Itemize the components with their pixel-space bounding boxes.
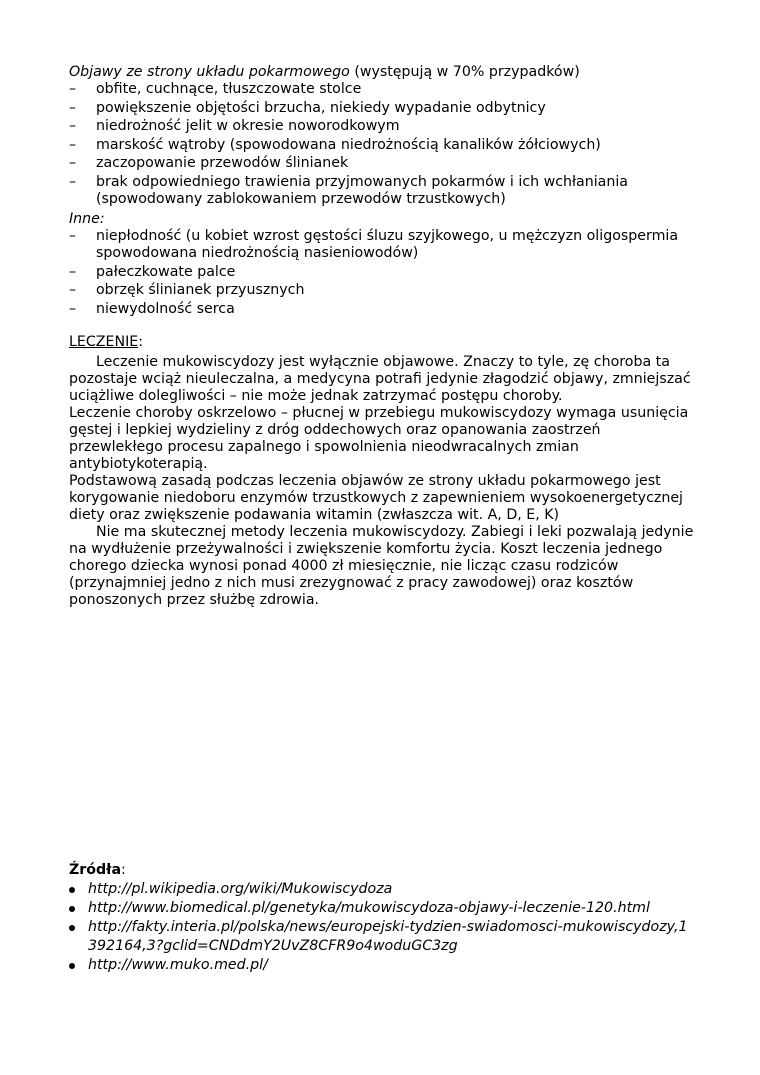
source-item <box>69 880 689 899</box>
list-item <box>69 81 709 98</box>
sources-heading <box>69 861 689 880</box>
dash-icon: – <box>69 282 77 298</box>
symptoms-digestive-title <box>69 64 709 81</box>
treatment-heading <box>69 334 694 351</box>
list-item-text: powiększenie objętości brzucha, niekiedy wypadanie odbytnicy <box>96 99 546 116</box>
bullet-icon <box>69 963 75 969</box>
list-item <box>69 118 709 135</box>
dash-icon: – <box>69 99 77 116</box>
treatment-paragraph: Leczenie choroby oskrzelowo – płucnej w przebiegu mukowiscydozy wymaga usunięcia gęstej i lepkiej wydzieliny z dróg oddechowych oraz opanowania zaostrzeń przewlekłego procesu zapalnego i spowolnienia nieodwracalnych zmian antybiotykoterapią. <box>69 405 689 472</box>
treatment-paragraph: Nie ma skutecznej metody leczenia mukowiscydozy. Zabiegi i leki pozwalają jedynie na wydłużenie przeżywalności i zwiększenie komfortu życia. Koszt leczenia jednego chorego dziecka wynosi ponad 4000 zł miesięcznie, nie licząc czasu rodziców (przynajmniej jedno z nich musi zrezygnować z pracy zawodowej) oraz kosztów ponoszonych przez służbę zdrowia. <box>69 524 694 608</box>
list-item-text: zaczopowanie przewodów ślinianek <box>96 155 349 171</box>
sources-heading-text: Źródła <box>69 862 122 878</box>
list-item-text: niedrożność jelit w okresie noworodkowym <box>96 118 400 134</box>
list-item <box>69 228 709 262</box>
treatment-paragraph: Podstawową zasadą podczas leczenia objawów ze strony układu pokarmowego jest korygowanie niedoboru enzymów trzustkowych z zapewnieniem wysokoenergetycznej diety oraz zwiększenie podawania witamin (zwłaszcza wit. A, D, E, K) <box>69 473 683 523</box>
treatment-heading-suffix: : <box>138 334 144 350</box>
dash-icon: – <box>69 81 77 97</box>
list-item <box>69 100 709 117</box>
symptoms-other-list <box>69 228 709 318</box>
dash-icon: – <box>69 155 77 171</box>
dash-icon: – <box>69 263 77 280</box>
sources-section <box>69 861 689 975</box>
dash-icon: – <box>69 136 77 153</box>
list-item-text: brak odpowiedniego trawienia przyjmowanych pokarmów i ich wchłaniania (spowodowany zablokowaniem przewodów trzustkowych) <box>96 173 628 207</box>
sources-heading-suffix: : <box>121 862 126 878</box>
list-item-text: obrzęk ślinianek przyusznych <box>96 282 305 298</box>
source-item <box>69 918 689 956</box>
source-link[interactable]: http://pl.wikipedia.org/wiki/Mukowiscydoza <box>88 881 393 897</box>
list-item <box>69 282 709 299</box>
symptoms-other-section <box>69 211 709 318</box>
bullet-icon <box>69 887 75 893</box>
symptoms-digestive-title-suffix: (występują w 70% przypadków) <box>349 64 580 80</box>
symptoms-other-title: Inne: <box>69 211 105 227</box>
dash-icon: – <box>69 118 77 134</box>
source-item <box>69 956 689 975</box>
symptoms-digestive-list <box>69 81 709 208</box>
source-link[interactable]: http://fakty.interia.pl/polska/news/europejski-tydzien-swiadomosci-mukowiscydozy,1392164,3?gclid=CNDdmY2UvZ8CFR9o4woduGC3zg <box>88 919 688 954</box>
list-item <box>69 155 709 172</box>
dash-icon: – <box>69 300 77 317</box>
list-item-text: pałeczkowate palce <box>96 263 236 280</box>
list-item <box>69 174 709 208</box>
list-item <box>69 264 709 281</box>
treatment-heading-text: LECZENIE <box>69 334 139 350</box>
source-link[interactable]: http://www.muko.med.pl/ <box>88 957 268 973</box>
list-item <box>69 301 709 318</box>
list-item-text: niepłodność (u kobiet wzrost gęstości śluzu szyjkowego, u mężczyzn oligospermia spowodowana niedrożnością nasieniowodów) <box>96 228 679 261</box>
bullet-icon <box>69 906 75 912</box>
source-link[interactable]: http://www.biomedical.pl/genetyka/mukowiscydoza-objawy-i-leczenie-120.html <box>88 900 650 916</box>
list-item-text: marskość wątroby (spowodowana niedrożnością kanalików żółciowych) <box>96 136 601 153</box>
list-item-text: obfite, cuchnące, tłuszczowate stolce <box>96 81 362 97</box>
treatment-section <box>69 334 694 609</box>
symptoms-digestive-section <box>69 64 709 208</box>
list-item-text: niewydolność serca <box>96 300 235 317</box>
dash-icon: – <box>69 173 77 190</box>
source-item <box>69 899 689 918</box>
bullet-icon <box>69 925 75 931</box>
list-item <box>69 137 709 154</box>
sources-list <box>69 880 689 975</box>
dash-icon: – <box>69 228 77 244</box>
treatment-paragraph: Leczenie mukowiscydozy jest wyłącznie objawowe. Znaczy to tyle, zę choroba ta pozostaje wciąż nieuleczalna, a medycyna potrafi jedynie złagodzić objawy, zmniejszać uciążliwe dolegliwości – nie może jednak zatrzymać postępu choroby. <box>69 354 691 404</box>
symptoms-digestive-title-text: Objawy ze strony układu pokarmowego <box>69 64 350 80</box>
